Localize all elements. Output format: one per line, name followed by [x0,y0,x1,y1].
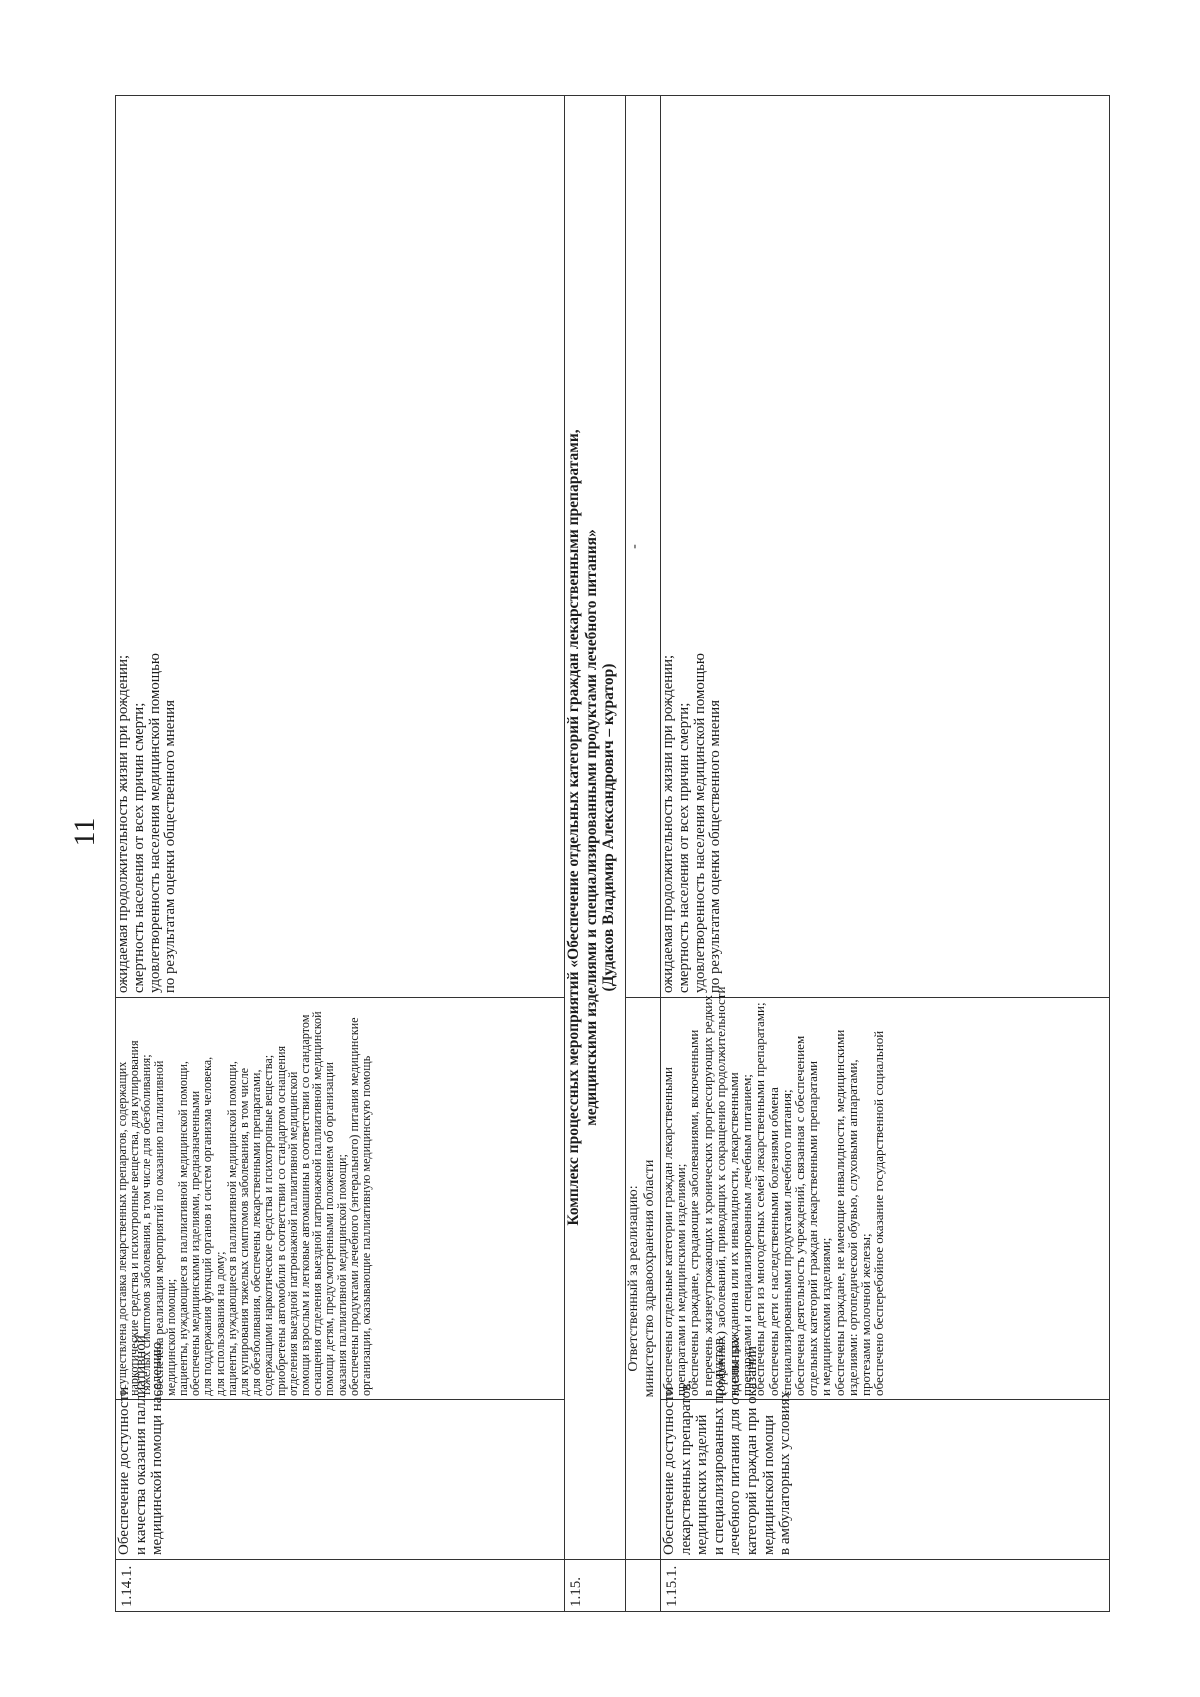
text-line: Комплекс процессных мероприятий «Обеспечение отдельных категорий граждан лекарственными препаратами, [565,429,582,1226]
text-line: оказания паллиативной медицинской помощи; [334,1154,349,1396]
row-number: 1.15.1. [661,1560,1110,1612]
indicators-cell [661,96,1110,998]
text-line: препаратами и специализированным лечебным питанием; [739,1074,755,1396]
text-line: для купирования тяжелых симптомов заболевания, в том числе [237,1067,252,1396]
table-row [116,96,565,1612]
text-line: (орфанных) заболеваний, приводящих к сокращению продолжительности [712,986,728,1396]
text-line: категорий граждан при оказании [743,1345,760,1555]
text-line: препаратами и медицинскими изделиями; [673,1163,689,1396]
responsible-row [626,96,661,1612]
text-line: Обеспечение доступности [661,1386,677,1555]
text-line: отделения выездной патронажной паллиативной медицинской [285,1071,300,1396]
table-row [661,96,1110,1612]
text-line: обеспечены дети из многодетных семей лекарственными препаратами; [752,1002,768,1396]
text-line: по результатам оценки общественного мнения [707,699,724,993]
page-number: 11 [68,817,101,847]
dash-cell: - [626,96,661,998]
text-line: лекарственных препаратов, [677,1380,694,1555]
text-line: оснащения отделения выездной патронажной паллиативной медицинской [310,1011,325,1396]
text-line: смертность населения от всех причин смерти; [675,702,692,993]
text-line: и специализированных продуктов [710,1337,727,1555]
text-line: обеспечены продуктами лечебного (энтерального) питания медицинские [346,1017,361,1396]
responsible-cell [626,998,661,1560]
text-line: медицинской помощи населению [149,1341,166,1555]
text-line: медицинских изделий [694,1414,711,1555]
text-line: наркотические средства и психотропные вещества, для купирования [127,1040,142,1396]
text-line: специализированными продуктами лечебного питания; [778,1089,794,1396]
task-cell [661,1337,1110,1560]
text-line: обеспечены отдельные категории граждан лекарственными [660,1067,675,1396]
text-line: осуществлена доставка лекарственных препаратов, содержащих [115,1061,129,1396]
text-line: смертность населения от всех причин смерти; [130,702,147,993]
text-line: для поддержания функций органов и систем организма человека, [200,1056,215,1396]
text-line: тяжелых симптомов заболевания, в том числе для обезболивания; [139,1054,154,1396]
text-line: изделиями: ортопедической обувью, слуховыми аппаратами, [844,1059,860,1396]
text-line: удовлетворенность населения медицинской помощью [146,653,163,993]
text-line: лечебного питания для отдельных [727,1337,744,1555]
text-line: содержащими наркотические средства и психотропные вещества; [261,1054,276,1396]
text-line: ожидаемая продолжительность жизни при рождении; [115,654,131,993]
text-line: обеспечены граждане, страдающие заболеваниями, включенными [686,1029,702,1396]
text-line: приобретены автомобили в соответствии со стандартом оснащения [273,1045,288,1396]
results-cell [660,986,1110,1400]
text-line: помощи детям, предусмотренными положением об организации [322,1061,337,1396]
task-cell [116,1335,565,1560]
section-header-row [565,96,626,1612]
rotated-table-wrapper [115,95,887,1612]
text-line: Обеспечение доступности [116,1386,132,1555]
text-line: обеспечены дети с наследственными болезнями обмена [765,1087,781,1396]
text-line: отдельных категорий граждан лекарственными препаратами [805,1060,821,1396]
text-line: и качества оказания паллиативной [132,1335,149,1555]
section-title [565,96,626,1560]
text-line: обеспечена деятельность учреждений, связанная с обеспечением [792,1035,808,1396]
program-table [115,95,1110,1612]
text-line: ожидаемая продолжительность жизни при рождении; [660,654,676,993]
text-line: протезами молочной железы; [858,1233,874,1396]
text-line: для обезболивания, обеспечены лекарственными препаратами, [249,1069,264,1396]
text-line: удовлетворенность населения медицинской помощью [691,653,708,993]
results-cell [116,998,565,1400]
text-line: жизни гражданина или их инвалидности, лекарственными [726,1072,742,1396]
text-line: в перечень жизнеугрожающих и хронических прогрессирующих редких [699,995,715,1396]
text-line: медицинскими изделиями и специализированными продуктами лечебного питания» [582,529,600,1126]
text-line: обеспечены граждане, не имеющие инвалидности, медицинскими [831,1029,847,1396]
text-line: Ответственный за реализацию: [626,1185,641,1372]
text-line: пациенты, нуждающиеся в паллиативной медицинской помощи, [176,1061,191,1396]
text-line: министерство здравоохранения области [642,1159,657,1398]
text-line: (Дудаков Владимир Александрович – куратор) [600,663,617,992]
text-line: обеспечена реализация мероприятий по оказанию паллиативной [151,1060,166,1396]
text-line: по результатам оценки общественного мнения [162,699,179,993]
text-line: для использования на дому; [212,1251,227,1396]
text-line: организации, оказывающие паллиативную медицинскую помощь [359,1055,374,1396]
text-line: в амбулаторных условиях [777,1390,794,1555]
text-line: пациенты, нуждающиеся в паллиативной медицинской помощи, [224,1061,239,1396]
empty-cell [626,1560,661,1612]
text-line: и медицинскими изделиями; [818,1237,834,1396]
text-line: обеспечены медицинскими изделиями, предназначенными [188,1090,203,1396]
text-line: помощи взрослым и легковые автомашины в соответствии со стандартом [298,1014,313,1396]
text-line: медицинской помощи [760,1415,777,1555]
section-number: 1.15. [565,1560,626,1612]
row-number: 1.14.1. [116,1560,565,1612]
text-line: медицинской помощи; [163,1278,178,1396]
indicators-cell [116,96,565,998]
text-line: обеспечено бесперебойное оказание государственной социальной [871,1030,887,1396]
